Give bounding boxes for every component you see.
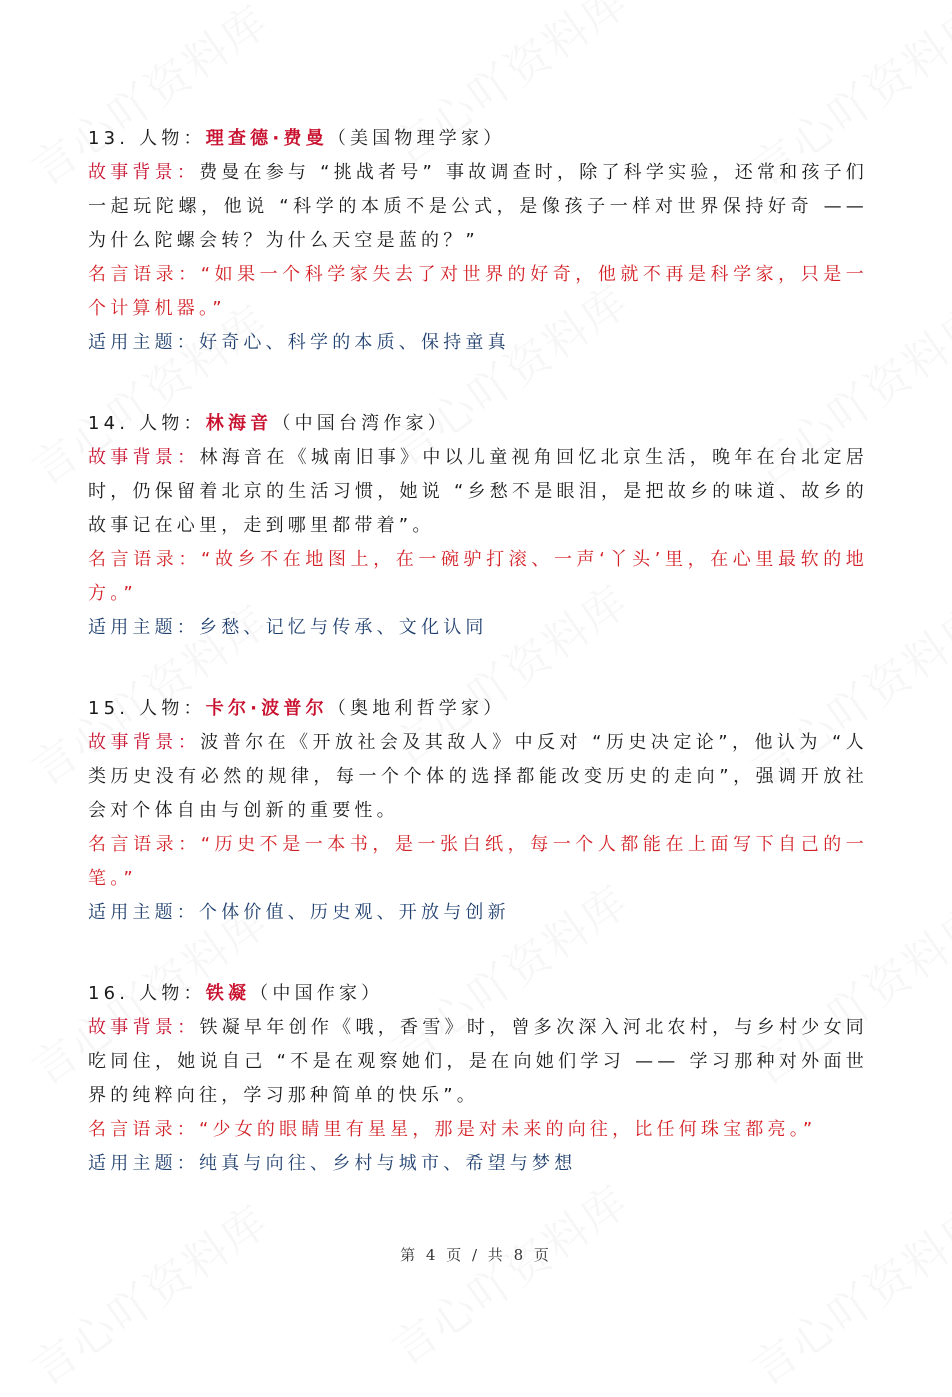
person-label: 人物：	[139, 413, 206, 434]
quote-text: “如果一个科学家失去了对世界的好奇，他就不再是科学家，只是一个计算机器。”	[88, 264, 868, 319]
quote-paragraph	[88, 1113, 868, 1147]
person-label: 人物：	[139, 698, 206, 719]
entry-heading	[88, 122, 868, 156]
person-label: 人物：	[139, 128, 206, 149]
story-label: 故事背景：	[88, 1017, 200, 1038]
story-text: 波普尔在《开放社会及其敌人》中反对 “历史决定论”，他认为 “人类历史没有必然的规律，每一个个体的选择都能改变历史的走向”，强调开放社会对个体自由与创新的重要性。	[88, 732, 868, 821]
entry-number: 13.	[88, 128, 130, 149]
story-paragraph	[88, 156, 868, 258]
theme-paragraph	[88, 611, 868, 645]
story-text: 费曼在参与 “挑战者号” 事故调查时，除了科学实验，还常和孩子们一起玩陀螺，他说 “科学的本质不是公式，是像孩子一样对世界保持好奇 —— 为什么陀螺会转？为什么天空是蓝的？”	[88, 162, 868, 251]
quote-label: 名言语录：	[88, 834, 201, 855]
entry-number: 16.	[88, 983, 130, 1004]
story-label: 故事背景：	[88, 732, 201, 753]
story-label: 故事背景：	[88, 162, 200, 183]
person-name: 卡尔·波普尔	[205, 698, 328, 719]
entry-number: 15.	[88, 698, 130, 719]
entry-16	[88, 977, 868, 1181]
person-identity: （奥地利哲学家）	[327, 698, 506, 719]
quote-paragraph	[88, 258, 868, 326]
quote-paragraph	[88, 828, 868, 896]
quote-label: 名言语录：	[88, 1119, 199, 1140]
person-label: 人物：	[139, 983, 206, 1004]
theme-paragraph	[88, 326, 868, 360]
entry-heading	[88, 977, 868, 1011]
person-name: 铁凝	[205, 983, 251, 1004]
page-number: 第 4 页 / 共 8 页	[400, 1246, 552, 1264]
theme-paragraph	[88, 896, 868, 930]
theme-label: 适用主题：	[88, 617, 199, 638]
entry-15	[88, 692, 868, 930]
entry-number: 14.	[88, 413, 130, 434]
quote-text: “少女的眼睛里有星星，那是对未来的向往，比任何珠宝都亮。”	[199, 1119, 817, 1140]
theme-paragraph	[88, 1147, 868, 1181]
story-text: 铁凝早年创作《哦，香雪》时，曾多次深入河北农村，与乡村少女同吃同住，她说自己 “不是在观察她们，是在向她们学习 —— 学习那种对外面世界的纯粹向往，学习那种简单的快乐”。	[88, 1017, 869, 1106]
story-paragraph	[88, 726, 868, 828]
quote-text: “历史不是一本书，是一张白纸，每一个人都能在上面写下自己的一笔。”	[88, 834, 868, 889]
person-identity: （美国物理学家）	[327, 128, 506, 149]
theme-label: 适用主题：	[88, 1153, 199, 1174]
story-paragraph	[88, 1011, 868, 1113]
page-footer	[0, 1244, 952, 1265]
person-name: 林海音	[205, 413, 273, 434]
theme-label: 适用主题：	[88, 332, 199, 353]
document-body	[88, 122, 868, 1228]
person-name: 理查德·费曼	[205, 128, 328, 149]
theme-text: 个体价值、历史观、开放与创新	[199, 902, 510, 923]
story-label: 故事背景：	[88, 447, 200, 468]
theme-text: 乡愁、记忆与传承、文化认同	[199, 617, 488, 638]
quote-label: 名言语录：	[88, 549, 202, 570]
story-text: 林海音在《城南旧事》中以儿童视角回忆北京生活，晚年在台北定居时，仍保留着北京的生活习惯，她说 “乡愁不是眼泪，是把故乡的味道、故乡的故事记在心里，走到哪里都带着”。	[88, 447, 869, 536]
theme-label: 适用主题：	[88, 902, 199, 923]
person-identity: （中国作家）	[250, 983, 384, 1004]
person-identity: （中国台湾作家）	[272, 413, 450, 434]
entry-heading	[88, 692, 868, 726]
quote-label: 名言语录：	[88, 264, 201, 285]
entry-14	[88, 407, 868, 645]
theme-text: 纯真与向往、乡村与城市、希望与梦想	[199, 1153, 577, 1174]
quote-paragraph	[88, 543, 868, 611]
entry-heading	[88, 407, 868, 441]
theme-text: 好奇心、科学的本质、保持童真	[199, 332, 510, 353]
story-paragraph	[88, 441, 868, 543]
entry-13	[88, 122, 868, 360]
quote-text: “故乡不在地图上，在一碗驴打滚、一声‘丫头’里，在心里最软的地方。”	[88, 549, 869, 604]
